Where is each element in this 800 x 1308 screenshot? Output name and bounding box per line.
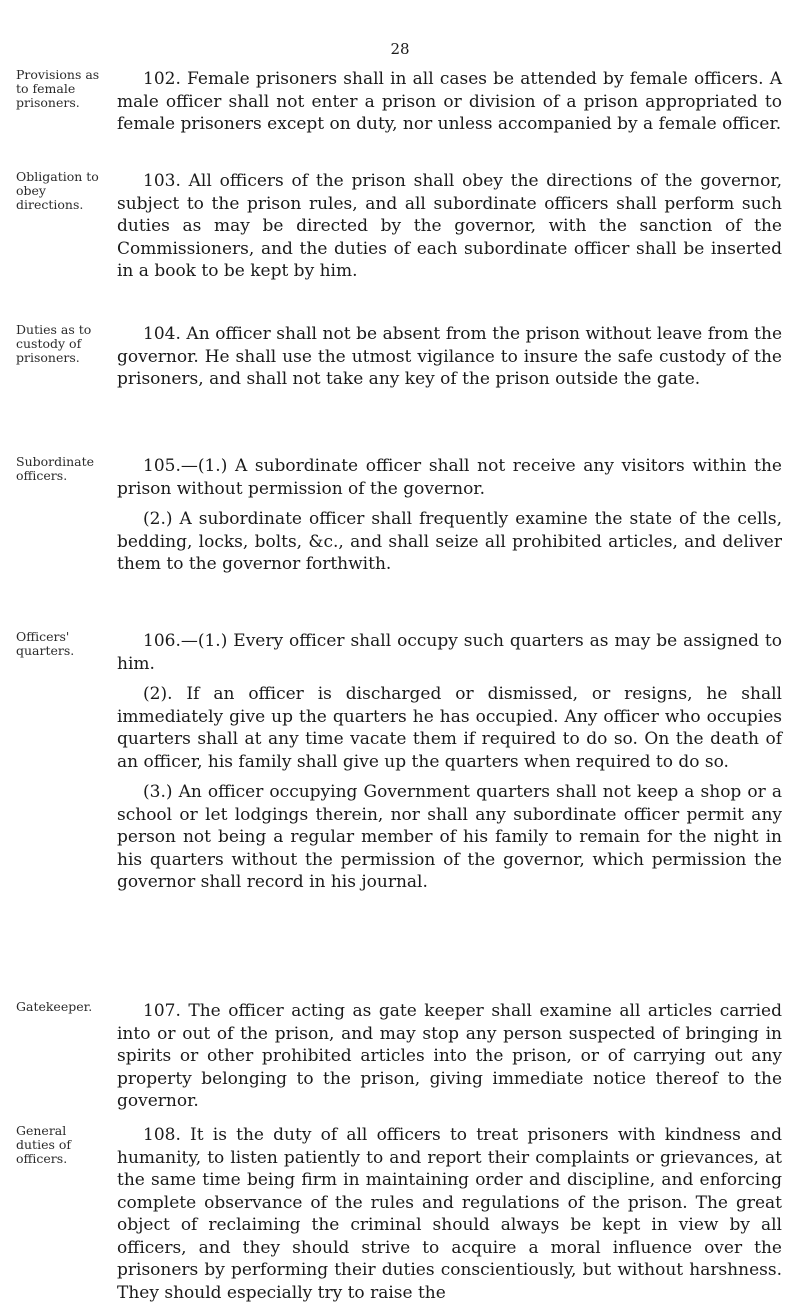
section-text — [117, 170, 782, 283]
section-text — [117, 68, 782, 136]
paragraph: 106.—(1.) Every officer shall occupy such quarters as may be assigned to him. — [117, 631, 782, 674]
section-text — [117, 1000, 782, 1113]
section-text — [117, 455, 782, 576]
paragraph: 105.—(1.) A subordinate officer shall not receive any visitors within the prison without permission of the governor. — [117, 456, 782, 499]
sidenote: Duties as to custody of prisoners. — [16, 322, 92, 365]
sidenote: General duties of officers. — [16, 1123, 72, 1166]
sidenote: Officers' quarters. — [16, 629, 75, 658]
section-text — [117, 323, 782, 391]
paragraph: 104. An officer shall not be absent from the prison without leave from the governor. He shall use the utmost vigilance to insure the safe custody of the prisoners, and shall not take any key of the prison outside the gate. — [117, 324, 782, 389]
paragraph: 102. Female prisoners shall in all cases be attended by female officers. A male officer shall not enter a prison or division of a prison appropriated to female prisoners except on duty, nor unless accompanied by a female officer. — [117, 69, 782, 134]
section-text — [117, 1124, 782, 1304]
paragraph: (2). If an officer is discharged or dismissed, or resigns, he shall immediately give up the quarters he has occupied. Any officer who occupies quarters shall at any time vacate them if required to do so. On the death of an officer, his family shall give up the quarters when required to do so. — [117, 684, 782, 772]
sidenote: Provisions as to female prisoners. — [16, 67, 100, 110]
sidenote: Gatekeeper. — [16, 999, 93, 1014]
page-number: 28 — [390, 40, 410, 58]
sidenote: Obligation to obey directions. — [16, 169, 99, 212]
sidenote: Subordinate officers. — [16, 454, 95, 483]
section-text — [117, 630, 782, 894]
paragraph: 107. The officer acting as gate keeper shall examine all articles carried into or out of the prison, and may stop any person suspected of bringing in spirits or other prohibited articles into the prison, or of carrying out any property belonging to the prison, giving immediate notice thereof to the governor. — [117, 1001, 782, 1111]
paragraph: (3.) An officer occupying Government quarters shall not keep a shop or a school or let lodgings therein, nor shall any subordinate officer permit any person not being a regular member of his family to remain for the night in his quarters without the permission of the governor, which permission the governor shall record in his journal. — [117, 782, 782, 892]
paragraph: 103. All officers of the prison shall obey the directions of the governor, subject to the prison rules, and all subordinate officers shall perform such duties as may be directed by the governor, with the sanction of the Commissioners, and the duties of each subordinate officer shall be inserted in a book to be kept by him. — [117, 171, 782, 281]
paragraph: (2.) A subordinate officer shall frequently examine the state of the cells, bedding, locks, bolts, &c., and shall seize all prohibited articles, and deliver them to the governor forthwith. — [117, 509, 782, 574]
paragraph: 108. It is the duty of all officers to treat prisoners with kindness and humanity, to listen patiently to and report their complaints or grievances, at the same time being firm in maintaining order and discipline, and enforcing complete observance of the rules and regulations of the prison. The great object of reclaiming the criminal should always be kept in view by all officers, and they should strive to acquire a moral influence over the prisoners by performing their duties conscientiously, but without harshness. They should especially try to raise the — [117, 1125, 782, 1303]
